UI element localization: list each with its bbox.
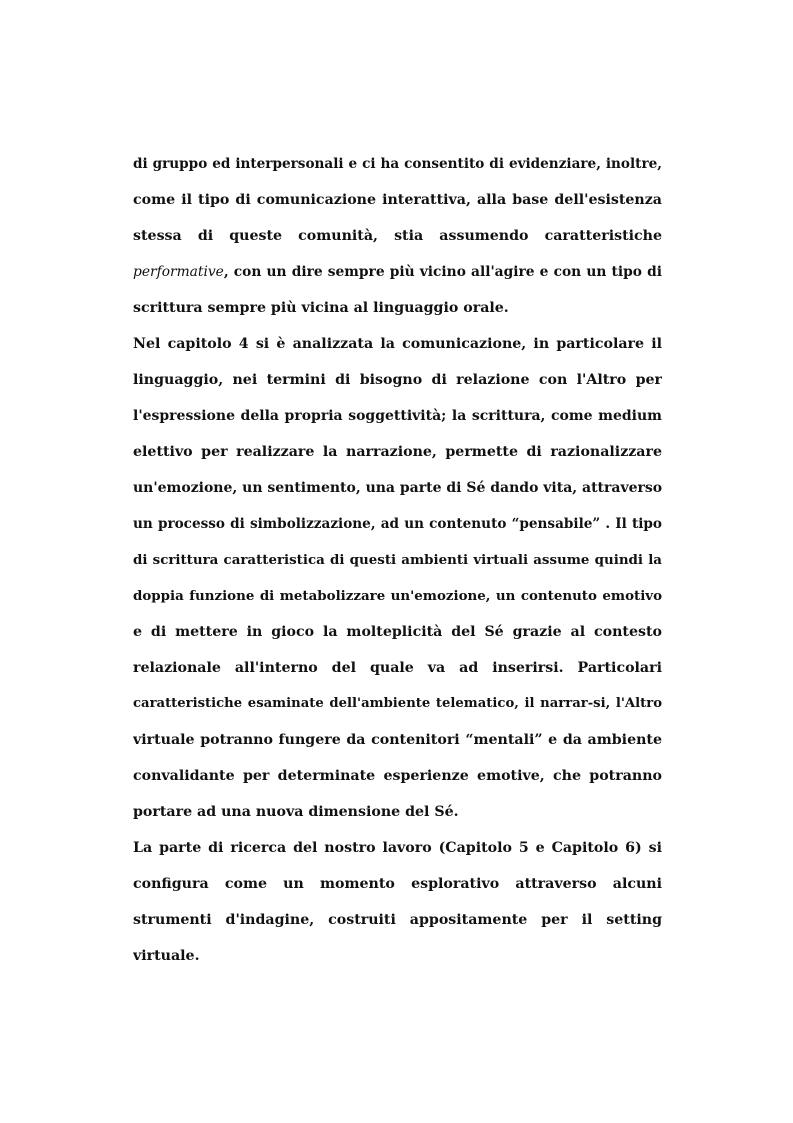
text-line: come il tipo di comunicazione interattiva, alla base dell'esistenza — [133, 192, 662, 208]
text-line: scrittura sempre più vicina al linguaggio orale. — [133, 300, 509, 316]
text-line: un'emozione, un sentimento, una parte di Sé dando vita, attraverso — [133, 480, 662, 496]
text-line: caratteristiche esaminate dell'ambiente telematico, il narrar-si, l'Altro — [133, 696, 662, 711]
text-line: elettivo per realizzare la narrazione, permette di razionalizzare — [133, 444, 662, 460]
text-line: l'espressione della propria soggettività; la scrittura, come medium — [133, 408, 662, 424]
text-line: relazionale all'interno del quale va ad inserirsi. Particolari — [133, 660, 662, 676]
text-line: convalidante per determinate esperienze emotive, che potranno — [133, 768, 662, 784]
text-line: linguaggio, nei termini di bisogno di relazione con l'Altro per — [133, 372, 662, 388]
text-line: portare ad una nuova dimensione del Sé. — [133, 804, 459, 820]
text-line: stessa di queste comunità, stia assumendo caratteristiche — [133, 228, 662, 244]
body-text — [133, 146, 662, 974]
text-line: doppia funzione di metabolizzare un'emozione, un contenuto emotivo — [133, 588, 662, 604]
text-line: virtuale potranno fungere da contenitori “mentali” e da ambiente — [133, 732, 662, 748]
text-line: La parte di ricerca del nostro lavoro (Capitolo 5 e Capitolo 6) si — [133, 840, 662, 856]
text-fragment: , con un dire sempre più vicino all'agire e con un tipo di — [223, 264, 662, 280]
text-line: virtuale. — [133, 948, 200, 964]
text-line: un processo di simbolizzazione, ad un contenuto “pensabile” . Il tipo — [133, 516, 662, 532]
text-line: di scrittura caratteristica di questi ambienti virtuali assume quindi la — [133, 552, 662, 568]
text-line — [133, 254, 662, 290]
text-line: e di mettere in gioco la molteplicità del Sé grazie al contesto — [133, 624, 662, 640]
text-line: strumenti d'indagine, costruiti appositamente per il setting — [133, 912, 662, 928]
text-line: Nel capitolo 4 si è analizzata la comunicazione, in particolare il — [133, 336, 662, 352]
text-line: configura come un momento esplorativo attraverso alcuni — [133, 876, 662, 892]
text-line: di gruppo ed interpersonali e ci ha consentito di evidenziare, inoltre, — [133, 156, 662, 172]
italic-term: performative — [133, 264, 224, 280]
